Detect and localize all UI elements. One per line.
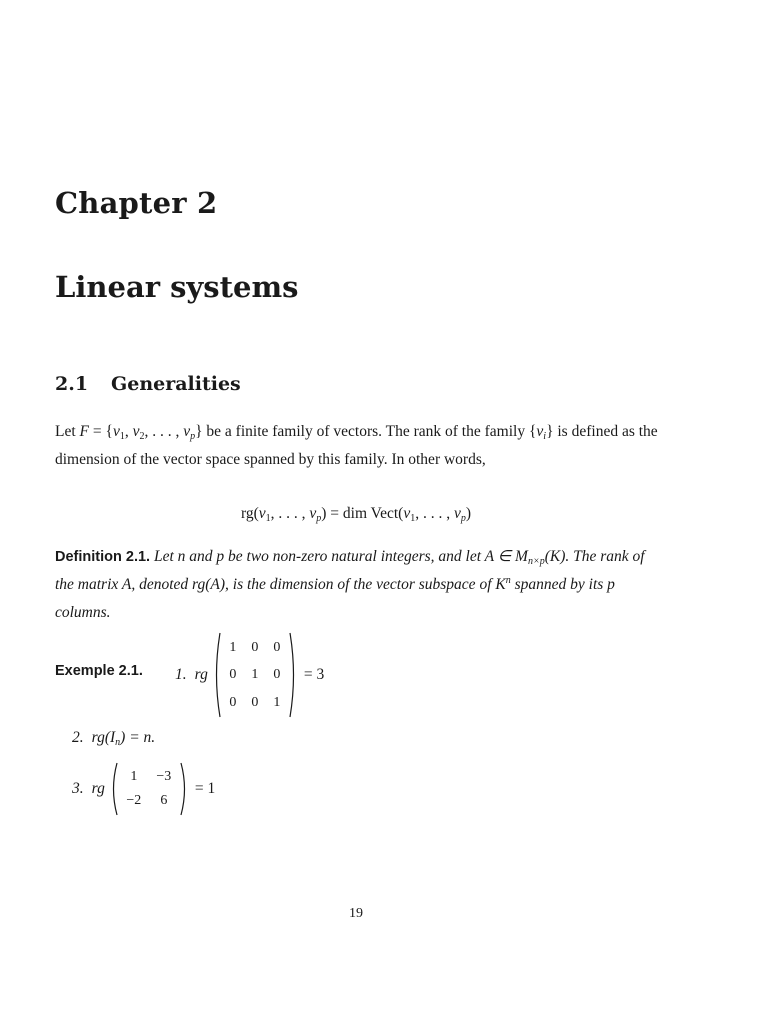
- item-expression: $rg(I_n) = n$.: [91, 729, 156, 748]
- matrix-cell: 1: [251, 667, 259, 683]
- matrix-cell: 1: [229, 639, 237, 655]
- example-item-2: [72, 729, 155, 747]
- section-title: Generalities: [111, 373, 241, 395]
- chapter-title: Linear systems: [55, 270, 299, 304]
- matrix-cell: 0: [251, 694, 259, 710]
- section-heading: [55, 373, 241, 395]
- matrix-cell: 1: [130, 769, 138, 784]
- matrix-entries: [222, 634, 288, 717]
- right-paren-icon: [288, 632, 298, 718]
- section-number: 2.1: [55, 373, 89, 395]
- matrix-cell: 6: [160, 793, 168, 808]
- item-index: 3.: [72, 780, 84, 797]
- example-item-3: [72, 762, 215, 816]
- matrix-cell: 0: [273, 639, 281, 655]
- item-index: 2.: [72, 729, 84, 746]
- left-paren-icon: [109, 762, 119, 816]
- paragraph-rank-family: Let $F = \{v_1$, $v_2$, . . . , $v_p$} be a finite family of vectors. The rank of the family $\{v_i\}$ is defined as the dimension of the vector space spanned by this family. In other words,: [55, 423, 658, 468]
- left-paren-icon: [212, 632, 222, 718]
- matrix-cell: 0: [273, 667, 281, 683]
- matrix-cell: −3: [156, 769, 172, 784]
- matrix-entries: [119, 765, 179, 813]
- rank-operator: rg: [194, 666, 208, 683]
- example-item-1: [175, 632, 324, 718]
- example-label: Exemple 2.1.: [55, 663, 143, 679]
- matrix-2x2: [109, 762, 189, 816]
- definition-label: Definition 2.1.: [55, 549, 151, 565]
- matrix-cell: 1: [273, 694, 281, 710]
- page-number: 19: [349, 906, 363, 921]
- chapter-label: Chapter 2: [55, 186, 218, 220]
- item-result: = 3: [303, 666, 325, 683]
- matrix-cell: 0: [251, 639, 259, 655]
- matrix-cell: −2: [126, 793, 142, 808]
- item-result: = 1: [194, 780, 216, 797]
- rank-operator: rg: [91, 780, 105, 797]
- matrix-3x3: [212, 632, 298, 718]
- matrix-cell: 0: [229, 694, 237, 710]
- display-equation: $rg(v_1$, . . . , $v_p$) = dim $Vect(v_1$, . . . , $v_p$): [240, 505, 472, 524]
- item-index: 1.: [175, 666, 187, 683]
- definition-block: Definition 2.1. Let n and p be two non-zero natural integers, and let A ∈ $M_{n\times p}(K)$. The rank of the matrix A, denoted rg(A), is the dimension of the vector subspace of $K^n$ spanned by its p columns.: [55, 548, 645, 621]
- right-paren-icon: [179, 762, 189, 816]
- matrix-cell: 0: [229, 667, 237, 683]
